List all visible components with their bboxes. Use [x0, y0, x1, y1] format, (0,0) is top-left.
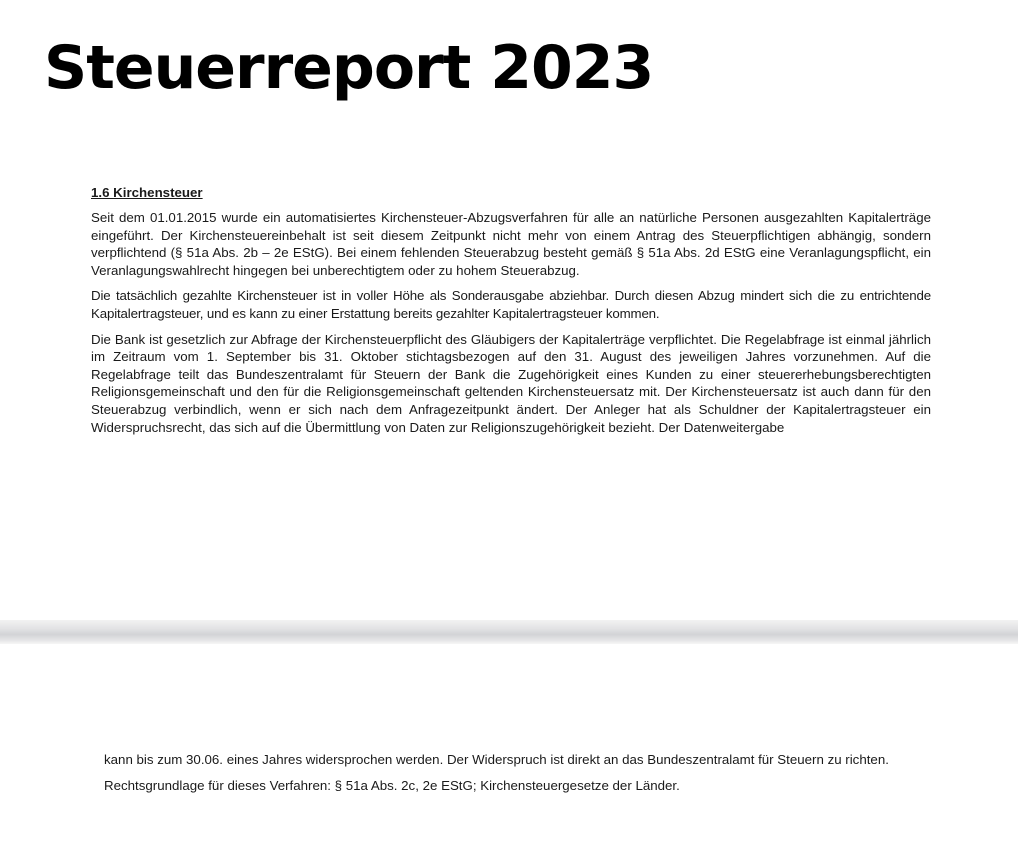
legal-basis-paragraph: Rechtsgrundlage für dieses Verfahren: § 51a Abs. 2c, 2e EStG; Kirchensteuergesetze der Länder.	[104, 777, 680, 793]
continuation-paragraph: kann bis zum 30.06. eines Jahres widersprochen werden. Der Widerspruch ist direkt an das Bundeszentralamt für Steuern zu richten.	[104, 752, 889, 767]
paragraph-3: Die Bank ist gesetzlich zur Abfrage der Kirchensteuerpflicht des Gläubigers der Kapitalerträge verpflichtet. Die Regelabfrage ist einmal jährlich im Zeitraum vom 1. September bis 31. Oktober stichtagsbezogen auf den 31. August des jeweiligen Jahres vorzunehmen. Auf die Regelabfrage teilt das Bundeszentralamt für Steuern der Bank die Zugehörigkeit eines Kunden zu einer steuererhebungsberechtigten Religionsgemeinschaft und den für die Religionsgemeinschaft geltenden Kirchensteuersatz mit. Der Kirchensteuersatz ist auch dann für den Steuerabzug verbindlich, wenn er sich nach dem Anfragezeitpunkt ändert. Der Anleger hat als Schuldner der Kapitalertragsteuer ein Widerspruchsrecht, das sich auf die Übermittlung von Daten zur Religionszugehörigkeit bezieht. Der Datenweitergabe	[91, 331, 931, 435]
section-kirchensteuer	[91, 184, 931, 444]
paragraph-1: Seit dem 01.01.2015 wurde ein automatisiertes Kirchensteuer-Abzugsverfahren für alle an natürliche Personen ausgezahlten Kapitalerträge eingeführt. Der Kirchensteuereinbehalt ist seit diesem Zeitpunkt nicht mehr von einem Antrag des Steuerpflichtigen abhängig, sondern verpflichtend (§ 51a Abs. 2b – 2e EStG). Bei einem fehlenden Steuerabzug besteht gemäß § 51a Abs. 2d EStG eine Veranlagungspflicht, ein Veranlagungswahlrecht hingegen bei unberechtigtem oder zu hohem Steuerabzug.	[91, 210, 931, 278]
section-heading: 1.6 Kirchensteuer	[91, 185, 203, 200]
document-page-bottom	[104, 751, 944, 802]
report-title: Steuerreport 2023	[44, 33, 654, 103]
page-break-divider	[0, 620, 1018, 644]
paragraph-2: Die tatsächlich gezahlte Kirchensteuer ist in voller Höhe als Sonderausgabe abziehbar. Durch diesen Abzug mindert sich die zu entrichtende Kapitalertragsteuer, und es kann zu einer Erstattung bereits gezahlter Kapitalertragsteuer kommen.	[91, 288, 931, 321]
